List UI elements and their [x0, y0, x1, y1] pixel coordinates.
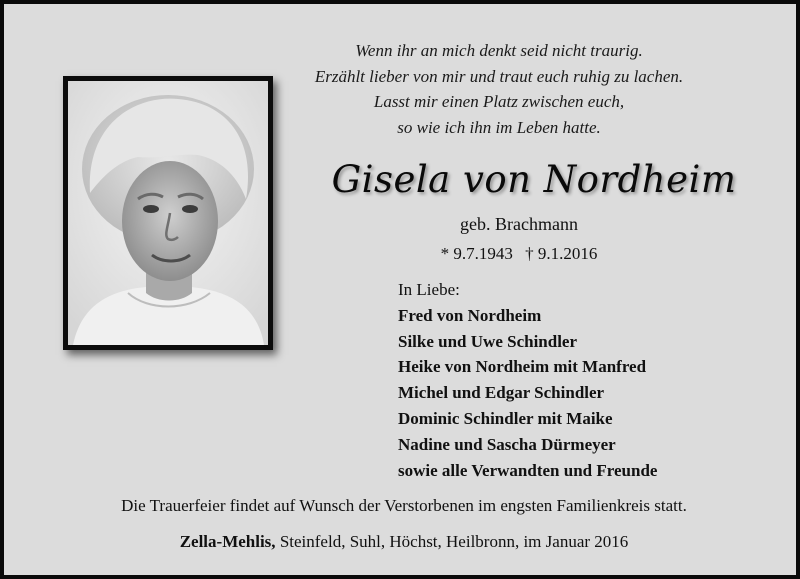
mourners-list — [398, 277, 657, 483]
poem-line: so wie ich ihn im Leben hatte. — [397, 117, 601, 137]
poem-line: Lasst mir einen Platz zwischen euch, — [373, 92, 625, 111]
footer-place: Zella-Mehlis, — [179, 532, 276, 551]
footer-rest: Steinfeld, Suhl, Höchst, Heilbronn, im Januar 2016 — [275, 532, 629, 551]
maiden-name: geb. Brachmann — [460, 214, 578, 234]
mourner-name: Michel und Edgar Schindler — [398, 383, 605, 403]
birth-date: * 9.7.1943 — [440, 244, 513, 263]
footer-places — [4, 532, 800, 552]
mourner-name: Nadine und Sascha Dürmeyer — [398, 434, 616, 454]
portrait-image — [68, 81, 268, 345]
poem-line: Erzählt lieber von mir und traut euch ruhig zu lachen. — [314, 66, 684, 86]
mourner-name: Dominic Schindler mit Maike — [398, 408, 613, 428]
poem — [304, 38, 694, 140]
mourner-name: Silke und Uwe Schindler — [398, 331, 578, 351]
funeral-notice: Die Trauerfeier findet auf Wunsch der Verstorbenen im engsten Familienkreis statt. — [121, 496, 687, 515]
mourner-name: Heike von Nordheim mit Manfred — [398, 357, 647, 377]
deceased-name: Gisela von Nordheim — [331, 158, 737, 201]
poem-line: Wenn ihr an mich denkt seid nicht traurig. — [355, 41, 643, 60]
mourner-name: Fred von Nordheim — [398, 305, 542, 325]
mourner-name: sowie alle Verwandten und Freunde — [398, 460, 658, 480]
life-dates — [304, 244, 734, 264]
portrait-photo — [63, 76, 273, 350]
mourners-intro: In Liebe: — [398, 280, 460, 299]
death-date: † 9.1.2016 — [525, 244, 598, 263]
